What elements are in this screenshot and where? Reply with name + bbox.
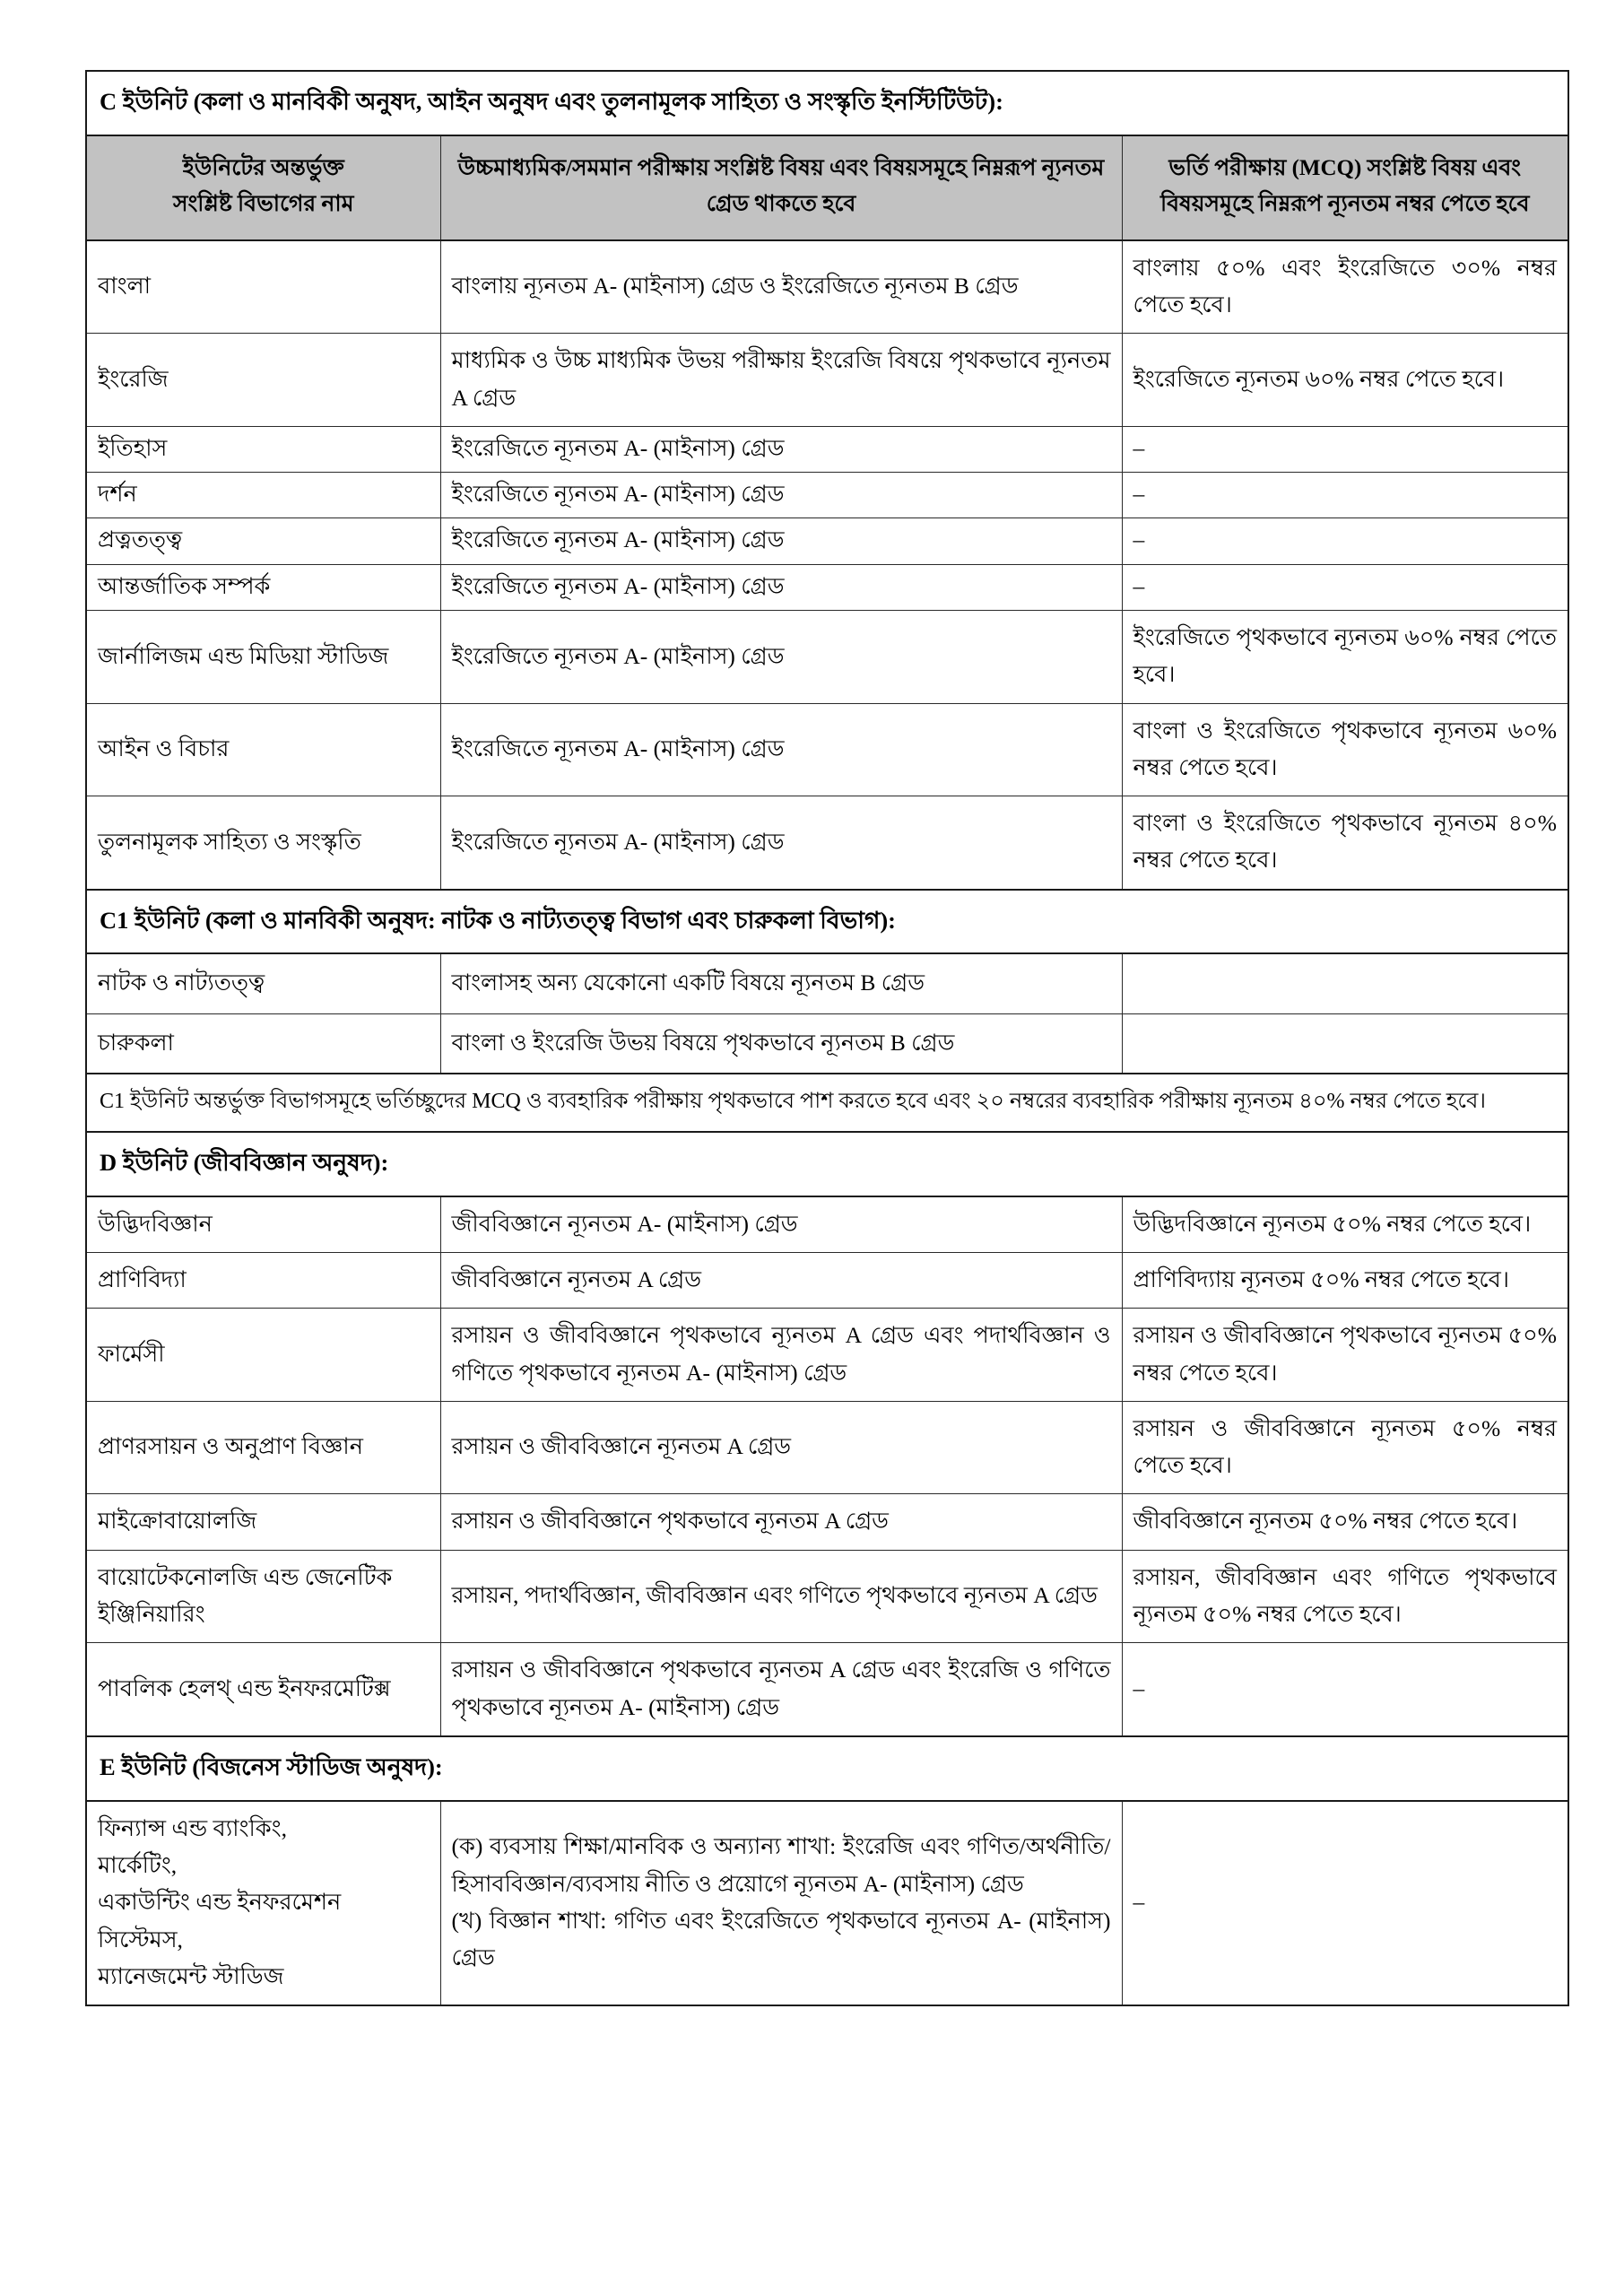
table-row	[86, 1801, 1568, 2005]
hsc-requirement-line: (খ) বিজ্ঞান শাখা: গণিত এবং ইংরেজিতে পৃথকভাবে ন্যূনতম A- (মাইনাস) গ্রেড	[451, 1907, 1111, 1971]
column-header-mcq-requirement: ভর্তি পরীক্ষায় (MCQ) সংশ্লিষ্ট বিষয় এবং বিষয়সমূহে নিম্নরূপ ন্যূনতম নম্বর পেতে হবে	[1122, 135, 1568, 240]
section-title-c1-unit: C1 ইউনিট (কলা ও মানবিকী অনুষদ: নাটক ও নাট্যতত্ত্ব বিভাগ এবং চারুকলা বিভাগ):	[86, 890, 1568, 954]
cell-mcq-requirement: বাংলা ও ইংরেজিতে পৃথকভাবে ন্যূনতম ৬০% নম্বর পেতে হবে।	[1122, 703, 1568, 796]
cell-hsc-requirement: মাধ্যমিক ও উচ্চ মাধ্যমিক উভয় পরীক্ষায় ইংরেজি বিষয়ে পৃথকভাবে ন্যূনতম A গ্রেড	[440, 334, 1122, 427]
cell-hsc-requirement: ইংরেজিতে ন্যূনতম A- (মাইনাস) গ্রেড	[440, 610, 1122, 703]
hsc-requirement-line: (ক) ব্যবসায় শিক্ষা/মানবিক ও অন্যান্য শাখা: ইংরেজি এবং গণিত/অর্থনীতি/হিসাববিজ্ঞান/ব্যবসায় নীতি ও প্রয়োগে ন্যূনতম A- (মাইনাস) গ্রেড	[451, 1833, 1111, 1897]
cell-hsc-requirement: ইংরেজিতে ন্যূনতম A- (মাইনাস) গ্রেড	[440, 473, 1122, 518]
cell-hsc-requirement: ইংরেজিতে ন্যূনতম A- (মাইনাস) গ্রেড	[440, 703, 1122, 796]
column-header-hsc-requirement: উচ্চমাধ্যমিক/সমমান পরীক্ষায় সংশ্লিষ্ট বিষয় এবং বিষয়সমূহে নিম্নরূপ ন্যূনতম গ্রেড থাকতে হবে	[440, 135, 1122, 240]
cell-department: নাটক ও নাট্যতত্ত্ব	[86, 953, 440, 1013]
cell-hsc-requirement: রসায়ন ও জীববিজ্ঞানে পৃথকভাবে ন্যূনতম A গ্রেড	[440, 1494, 1122, 1550]
section-header-row-c-unit	[86, 71, 1568, 135]
cell-hsc-requirement: ইংরেজিতে ন্যূনতম A- (মাইনাস) গ্রেড	[440, 518, 1122, 564]
table-row	[86, 240, 1568, 334]
cell-hsc-requirement: রসায়ন, পদার্থবিজ্ঞান, জীববিজ্ঞান এবং গণিতে পৃথকভাবে ন্যূনতম A গ্রেড	[440, 1550, 1122, 1643]
table-row	[86, 518, 1568, 564]
cell-department: প্রাণরসায়ন ও অনুপ্রাণ বিজ্ঞান	[86, 1401, 440, 1494]
cell-department: দর্শন	[86, 473, 440, 518]
cell-department: ফার্মেসী	[86, 1309, 440, 1402]
department-line: ম্যানেজমেন্ট স্টাডিজ	[98, 1962, 284, 1989]
cell-mcq-requirement: জীববিজ্ঞানে ন্যূনতম ৫০% নম্বর পেতে হবে।	[1122, 1494, 1568, 1550]
cell-department: আন্তর্জাতিক সম্পর্ক	[86, 564, 440, 610]
cell-hsc-requirement: ইংরেজিতে ন্যূনতম A- (মাইনাস) গ্রেড	[440, 796, 1122, 890]
table-row	[86, 1643, 1568, 1736]
admission-requirements-table	[85, 70, 1569, 2006]
cell-department	[86, 1801, 440, 2005]
cell-mcq-requirement-empty	[1122, 1013, 1568, 1074]
table-row	[86, 703, 1568, 796]
table-row	[86, 796, 1568, 890]
cell-hsc-requirement	[440, 1801, 1122, 2005]
column-header-department-line2: সংশ্লিষ্ট বিভাগের নাম	[173, 192, 354, 217]
cell-hsc-requirement: বাংলায় ন্যূনতম A- (মাইনাস) গ্রেড ও ইংরেজিতে ন্যূনতম B গ্রেড	[440, 240, 1122, 334]
section-note-c1-unit: C1 ইউনিট অন্তর্ভুক্ত বিভাগসমূহে ভর্তিচ্ছুদের MCQ ও ব্যবহারিক পরীক্ষায় পৃথকভাবে পাশ করতে হবে এবং ২০ নম্বরের ব্যবহারিক পরীক্ষায় ন্যূনতম ৪০% নম্বর পেতে হবে।	[86, 1074, 1568, 1132]
section-header-row-e-unit	[86, 1736, 1568, 1801]
cell-department: জার্নালিজম এন্ড মিডিয়া স্টাডিজ	[86, 610, 440, 703]
cell-hsc-requirement: ইংরেজিতে ন্যূনতম A- (মাইনাস) গ্রেড	[440, 426, 1122, 472]
cell-mcq-requirement: রসায়ন ও জীববিজ্ঞানে পৃথকভাবে ন্যূনতম ৫০% নম্বর পেতে হবে।	[1122, 1309, 1568, 1402]
department-line: ফিন্যান্স এন্ড ব্যাংকিং,	[98, 1814, 287, 1841]
cell-mcq-requirement-dash: –	[1122, 1801, 1568, 2005]
cell-mcq-requirement-dash: –	[1122, 1643, 1568, 1736]
cell-department: ইতিহাস	[86, 426, 440, 472]
cell-department: আইন ও বিচার	[86, 703, 440, 796]
column-header-department-line1: ইউনিটের অন্তর্ভুক্ত	[182, 155, 344, 180]
section-title-d-unit: D ইউনিট (জীববিজ্ঞান অনুষদ):	[86, 1132, 1568, 1196]
cell-mcq-requirement: রসায়ন, জীববিজ্ঞান এবং গণিতে পৃথকভাবে ন্যূনতম ৫০% নম্বর পেতে হবে।	[1122, 1550, 1568, 1643]
cell-mcq-requirement: বাংলায় ৫০% এবং ইংরেজিতে ৩০% নম্বর পেতে হবে।	[1122, 240, 1568, 334]
table-row	[86, 1013, 1568, 1074]
section-title-c-unit: C ইউনিট (কলা ও মানবিকী অনুষদ, আইন অনুষদ এবং তুলনামূলক সাহিত্য ও সংস্কৃতি ইনস্টিটিউট):	[86, 71, 1568, 135]
column-header-row	[86, 135, 1568, 240]
table-row	[86, 426, 1568, 472]
cell-department: মাইক্রোবায়োলজি	[86, 1494, 440, 1550]
cell-mcq-requirement: ইংরেজিতে পৃথকভাবে ন্যূনতম ৬০% নম্বর পেতে হবে।	[1122, 610, 1568, 703]
table-row	[86, 610, 1568, 703]
cell-mcq-requirement: বাংলা ও ইংরেজিতে পৃথকভাবে ন্যূনতম ৪০% নম্বর পেতে হবে।	[1122, 796, 1568, 890]
cell-hsc-requirement: রসায়ন ও জীববিজ্ঞানে পৃথকভাবে ন্যূনতম A গ্রেড এবং ইংরেজি ও গণিতে পৃথকভাবে ন্যূনতম A- (মাইনাস) গ্রেড	[440, 1643, 1122, 1736]
cell-hsc-requirement: ইংরেজিতে ন্যূনতম A- (মাইনাস) গ্রেড	[440, 564, 1122, 610]
table-row	[86, 1309, 1568, 1402]
cell-mcq-requirement-dash: –	[1122, 518, 1568, 564]
cell-hsc-requirement: জীববিজ্ঞানে ন্যূনতম A গ্রেড	[440, 1252, 1122, 1308]
cell-department: তুলনামূলক সাহিত্য ও সংস্কৃতি	[86, 796, 440, 890]
cell-mcq-requirement-dash: –	[1122, 473, 1568, 518]
cell-hsc-requirement: বাংলাসহ অন্য যেকোনো একটি বিষয়ে ন্যূনতম B গ্রেড	[440, 953, 1122, 1013]
table-row	[86, 1494, 1568, 1550]
cell-mcq-requirement: ইংরেজিতে ন্যূনতম ৬০% নম্বর পেতে হবে।	[1122, 334, 1568, 427]
cell-hsc-requirement: বাংলা ও ইংরেজি উভয় বিষয়ে পৃথকভাবে ন্যূনতম B গ্রেড	[440, 1013, 1122, 1074]
cell-department: বায়োটেকনোলজি এন্ড জেনেটিক ইঞ্জিনিয়ারিং	[86, 1550, 440, 1643]
department-line: মার্কেটিং,	[98, 1851, 178, 1878]
table-row	[86, 1550, 1568, 1643]
column-header-department	[86, 135, 440, 240]
table-row	[86, 564, 1568, 610]
cell-department: চারুকলা	[86, 1013, 440, 1074]
cell-department: বাংলা	[86, 240, 440, 334]
cell-mcq-requirement-empty	[1122, 953, 1568, 1013]
cell-hsc-requirement: রসায়ন ও জীববিজ্ঞানে পৃথকভাবে ন্যূনতম A গ্রেড এবং পদার্থবিজ্ঞান ও গণিতে পৃথকভাবে ন্যূনতম A- (মাইনাস) গ্রেড	[440, 1309, 1122, 1402]
department-line: একাউন্টিং এন্ড ইনফরমেশন সিস্টেমস,	[98, 1889, 342, 1952]
cell-department: ইংরেজি	[86, 334, 440, 427]
table-row	[86, 473, 1568, 518]
table-row	[86, 953, 1568, 1013]
cell-mcq-requirement: রসায়ন ও জীববিজ্ঞানে ন্যূনতম ৫০% নম্বর পেতে হবে।	[1122, 1401, 1568, 1494]
cell-hsc-requirement: রসায়ন ও জীববিজ্ঞানে ন্যূনতম A গ্রেড	[440, 1401, 1122, 1494]
table-row	[86, 1252, 1568, 1308]
cell-department: পাবলিক হেলথ্ এন্ড ইনফরমেটিক্স	[86, 1643, 440, 1736]
table-row	[86, 334, 1568, 427]
table-row	[86, 1401, 1568, 1494]
section-header-row-d-unit	[86, 1132, 1568, 1196]
section-title-e-unit: E ইউনিট (বিজনেস স্টাডিজ অনুষদ):	[86, 1736, 1568, 1801]
cell-mcq-requirement-dash: –	[1122, 564, 1568, 610]
cell-mcq-requirement: উদ্ভিদবিজ্ঞানে ন্যূনতম ৫০% নম্বর পেতে হবে।	[1122, 1196, 1568, 1253]
section-header-row-c1-unit	[86, 890, 1568, 954]
cell-hsc-requirement: জীববিজ্ঞানে ন্যূনতম A- (মাইনাস) গ্রেড	[440, 1196, 1122, 1253]
cell-department: প্রত্নতত্ত্ব	[86, 518, 440, 564]
table-row	[86, 1196, 1568, 1253]
cell-mcq-requirement: প্রাণিবিদ্যায় ন্যূনতম ৫০% নম্বর পেতে হবে।	[1122, 1252, 1568, 1308]
cell-department: উদ্ভিদবিজ্ঞান	[86, 1196, 440, 1253]
cell-department: প্রাণিবিদ্যা	[86, 1252, 440, 1308]
section-note-row-c1-unit	[86, 1074, 1568, 1132]
cell-mcq-requirement-dash: –	[1122, 426, 1568, 472]
